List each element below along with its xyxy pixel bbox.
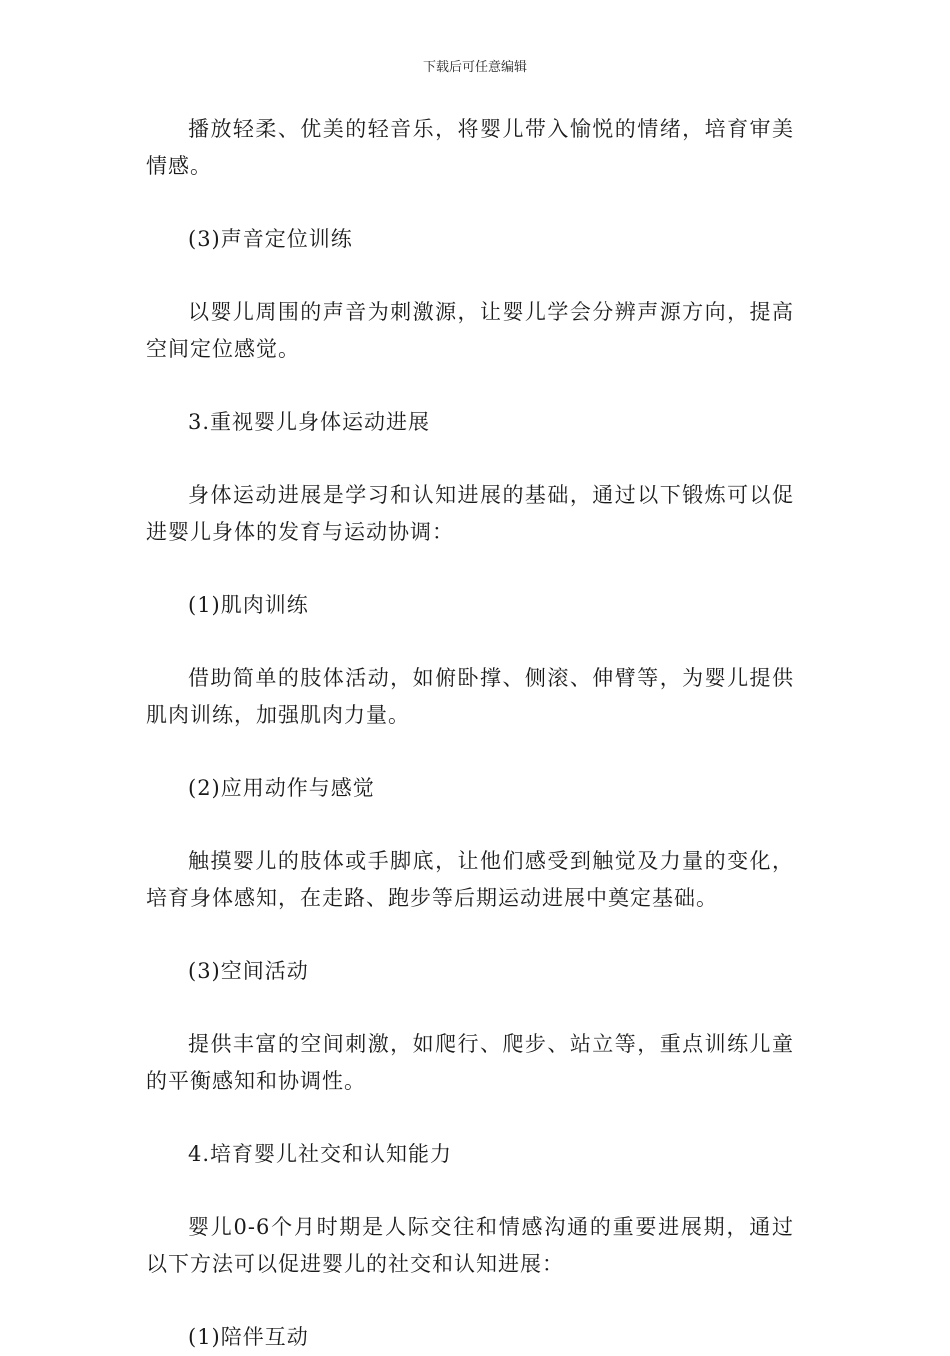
paragraph-muscle: 借助简单的肢体活动，如俯卧撑、侧滚、伸臂等，为婴儿提供肌肉训练，加强肌肉力量。 — [146, 666, 794, 727]
document-body — [146, 111, 794, 1356]
section-heading-motor: 3.重视婴儿身体运动进展 — [188, 410, 431, 434]
page-header: 下载后可任意编辑 — [422, 60, 527, 75]
paragraph-action-sense: 触摸婴儿的肢体或手脚底，让他们感受到触觉及力量的变化，培育身体感知，在走路、跑步等后期运动进展中奠定基础。 — [146, 849, 794, 910]
subheading-sound-localization: (3)声音定位训练 — [188, 227, 353, 251]
subheading-space: (3)空间活动 — [188, 959, 309, 983]
subheading-action-sense: (2)应用动作与感觉 — [188, 776, 375, 800]
paragraph-music: 播放轻柔、优美的轻音乐，将婴儿带入愉悦的情绪，培育审美情感。 — [146, 117, 794, 178]
paragraph-space: 提供丰富的空间刺激，如爬行、爬步、站立等，重点训练儿童的平衡感知和协调性。 — [146, 1032, 794, 1093]
paragraph-sound-localization: 以婴儿周围的声音为刺激源，让婴儿学会分辨声源方向，提高空间定位感觉。 — [146, 300, 794, 361]
paragraph-motor-intro: 身体运动进展是学习和认知进展的基础，通过以下锻炼可以促进婴儿身体的发育与运动协调： — [146, 483, 794, 544]
paragraph-social-intro: 婴儿0-6个月时期是人际交往和情感沟通的重要进展期，通过以下方法可以促进婴儿的社交和认知进展： — [146, 1215, 794, 1276]
subheading-companionship: (1)陪伴互动 — [188, 1325, 309, 1349]
section-heading-social: 4.培育婴儿社交和认知能力 — [188, 1142, 453, 1166]
subheading-muscle: (1)肌肉训练 — [188, 593, 309, 617]
